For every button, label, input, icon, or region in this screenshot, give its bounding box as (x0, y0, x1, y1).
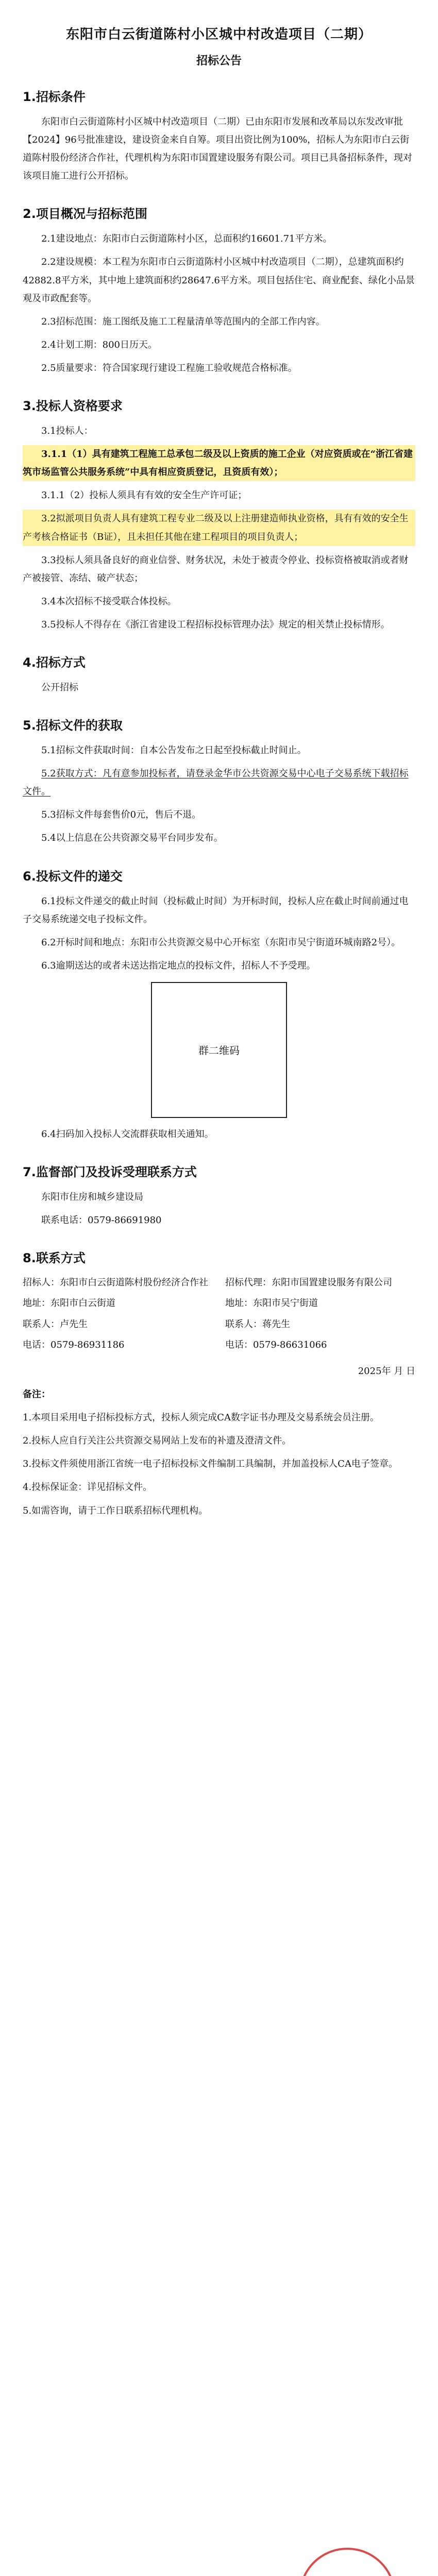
section-3-item-1: 3.1投标人： (41, 426, 93, 437)
announcement-date: 2025年 月 日 (358, 1365, 415, 1377)
section-1-paragraph: 东阳市白云街道陈村小区城中村改造项目（二期）已由东阳市发展和改革局以东发改审批【2024】96号批准建设，建设资金来自自筹。项目出资比例为100%，招标人为东阳市白云街道陈村股份经济合作社，代理机构为东阳市国置建设服务有限公司。项目已具备招标条件，现对该项目施工进行公开招标。 (23, 116, 412, 182)
qr-code-label: 群二维码 (198, 1044, 240, 1057)
section-6-item-1: 6.1投标文件递交的截止时间（投标截止时间）为开标时间，投标人应在截止时间前通过电子交易系统递交电子投标文件。 (23, 895, 409, 925)
section-4-title: 4.招标方式 (23, 655, 86, 670)
note-3: 3.投标文件须使用浙江省统一电子招标投标文件编制工具编制，并加盖投标人CA电子签章。 (23, 1459, 398, 1470)
section-3-item-4: 3.2拟派项目负责人具有建筑工程专业二级及以上注册建造师执业资格，具有有效的安全生产考核合格证书（B证），且未担任其他在建工程项目的项目负责人； (23, 510, 415, 546)
note-1: 1.本项目采用电子招标投标方式，投标人须完成CA数字证书办理及交易系统会员注册。 (23, 1412, 379, 1423)
agent-seal-stamp (291, 2540, 403, 2576)
document-subtitle: 招标公告 (196, 55, 242, 67)
section-2-quality: 2.5质量要求：符合国家现行建设工程施工验收规范合格标准。 (41, 362, 297, 374)
section-2-duration: 2.4计划工期：800日历天。 (41, 339, 157, 350)
section-2-scope: 2.3招标范围：施工图纸及施工工程量清单等范围内的全部工作内容。 (41, 316, 325, 327)
section-5-item-3: 5.3招标文件每套售价0元，售后不退。 (41, 809, 201, 821)
section-4-paragraph: 公开招标 (41, 682, 78, 693)
section-2-scale: 2.2建设规模：本工程为东阳市白云街道陈村小区城中村改造项目（二期），总建筑面积约42882.8平方米，其中地上建筑面积约28647.6平方米。项目包括住宅、商业配套、绿化小品景观及市政配套等。 (23, 257, 415, 304)
contact-tenderer-address: 地址：东阳市白云街道 (23, 1298, 115, 1309)
contact-agent-person: 联系人：蒋先生 (225, 1318, 290, 1330)
section-7-department: 东阳市住房和城乡建设局 (41, 1192, 143, 1202)
stamp-text (299, 2573, 395, 2576)
section-6-item-4: 6.4扫码加入投标人交流群获取相关通知。 (41, 1128, 214, 1140)
section-3-item-3: 3.1.1（2）投标人须具有有效的安全生产许可证； (41, 490, 247, 501)
section-3-title: 3.投标人资格要求 (23, 399, 123, 414)
section-2-title: 2.项目概况与招标范围 (23, 207, 147, 222)
contact-tenderer-phone: 电话：0579-86931186 (23, 1339, 125, 1350)
notes-block (23, 1385, 415, 1520)
section-6-item-3: 6.3逾期送达的或者未送达指定地点的投标文件，招标人不予受理。 (41, 960, 316, 971)
section-1-title: 1.招标条件 (23, 90, 86, 104)
note-5: 5.如需咨询，请于工作日联系招标代理机构。 (23, 1505, 208, 1516)
section-7-title: 7.监督部门及投诉受理联系方式 (23, 1165, 197, 1179)
contact-agent-phone: 电话：0579-86631066 (225, 1339, 327, 1350)
section-7-phone: 联系电话：0579-86691980 (41, 1215, 162, 1226)
contact-tenderer-person: 联系人：卢先生 (23, 1318, 88, 1330)
section-5-item-4: 5.4以上信息在公共资源交易平台同步发布。 (41, 833, 223, 844)
section-3-item-2: 3.1.1（1）具有建筑工程施工总承包二级及以上资质的施工企业（对应资质或在“浙江省建筑市场监管公共服务系统”中具有相应资质登记，且资质有效）； (23, 445, 415, 481)
note-2: 2.投标人应自行关注公共资源交易网站上发布的补遗及澄清文件。 (23, 1435, 292, 1447)
section-5-item-1: 5.1招标文件获取时间：自本公告发布之日起至投标截止时间止。 (41, 745, 307, 756)
section-2-location: 2.1建设地点：东阳市白云街道陈村小区，总面积约16601.71平方米。 (41, 233, 332, 245)
contact-agent: 招标代理：东阳市国置建设服务有限公司 (225, 1277, 392, 1289)
section-6-title: 6.投标文件的递交 (23, 869, 123, 884)
contact-grid (23, 1274, 415, 1354)
section-3-item-6: 3.4本次招标不接受联合体投标。 (41, 596, 177, 607)
section-6-item-2: 6.2开标时间和地点：东阳市公共资源交易中心开标室（东阳市吴宁街道环城南路2号）。 (41, 937, 401, 948)
contact-agent-address: 地址：东阳市吴宁街道 (225, 1298, 318, 1309)
contact-tenderer: 招标人：东阳市白云街道陈村股份经济合作社 (23, 1277, 208, 1289)
notes-title: 备注： (23, 1389, 50, 1400)
section-8-title: 8.联系方式 (23, 1251, 86, 1266)
group-qr-code[interactable] (151, 982, 287, 1118)
section-3-item-7: 3.5投标人不得存在《浙江省建设工程招标投标管理办法》规定的相关禁止投标情形。 (41, 619, 390, 630)
document-title: 东阳市白云街道陈村小区城中村改造项目（二期） (65, 27, 372, 42)
section-5-title: 5.招标文件的获取 (23, 718, 123, 733)
note-4: 4.投标保证金：详见招标文件。 (23, 1482, 153, 1493)
section-3-item-5: 3.3投标人须具备良好的商业信誉、财务状况，未处于被责令停业、投标资格被取消或者财产被接管、冻结、破产状态； (23, 554, 409, 584)
section-5-item-2: 5.2获取方式：凡有意参加投标者，请登录金华市公共资源交易中心电子交易系统下载招标文件。 (23, 768, 409, 798)
